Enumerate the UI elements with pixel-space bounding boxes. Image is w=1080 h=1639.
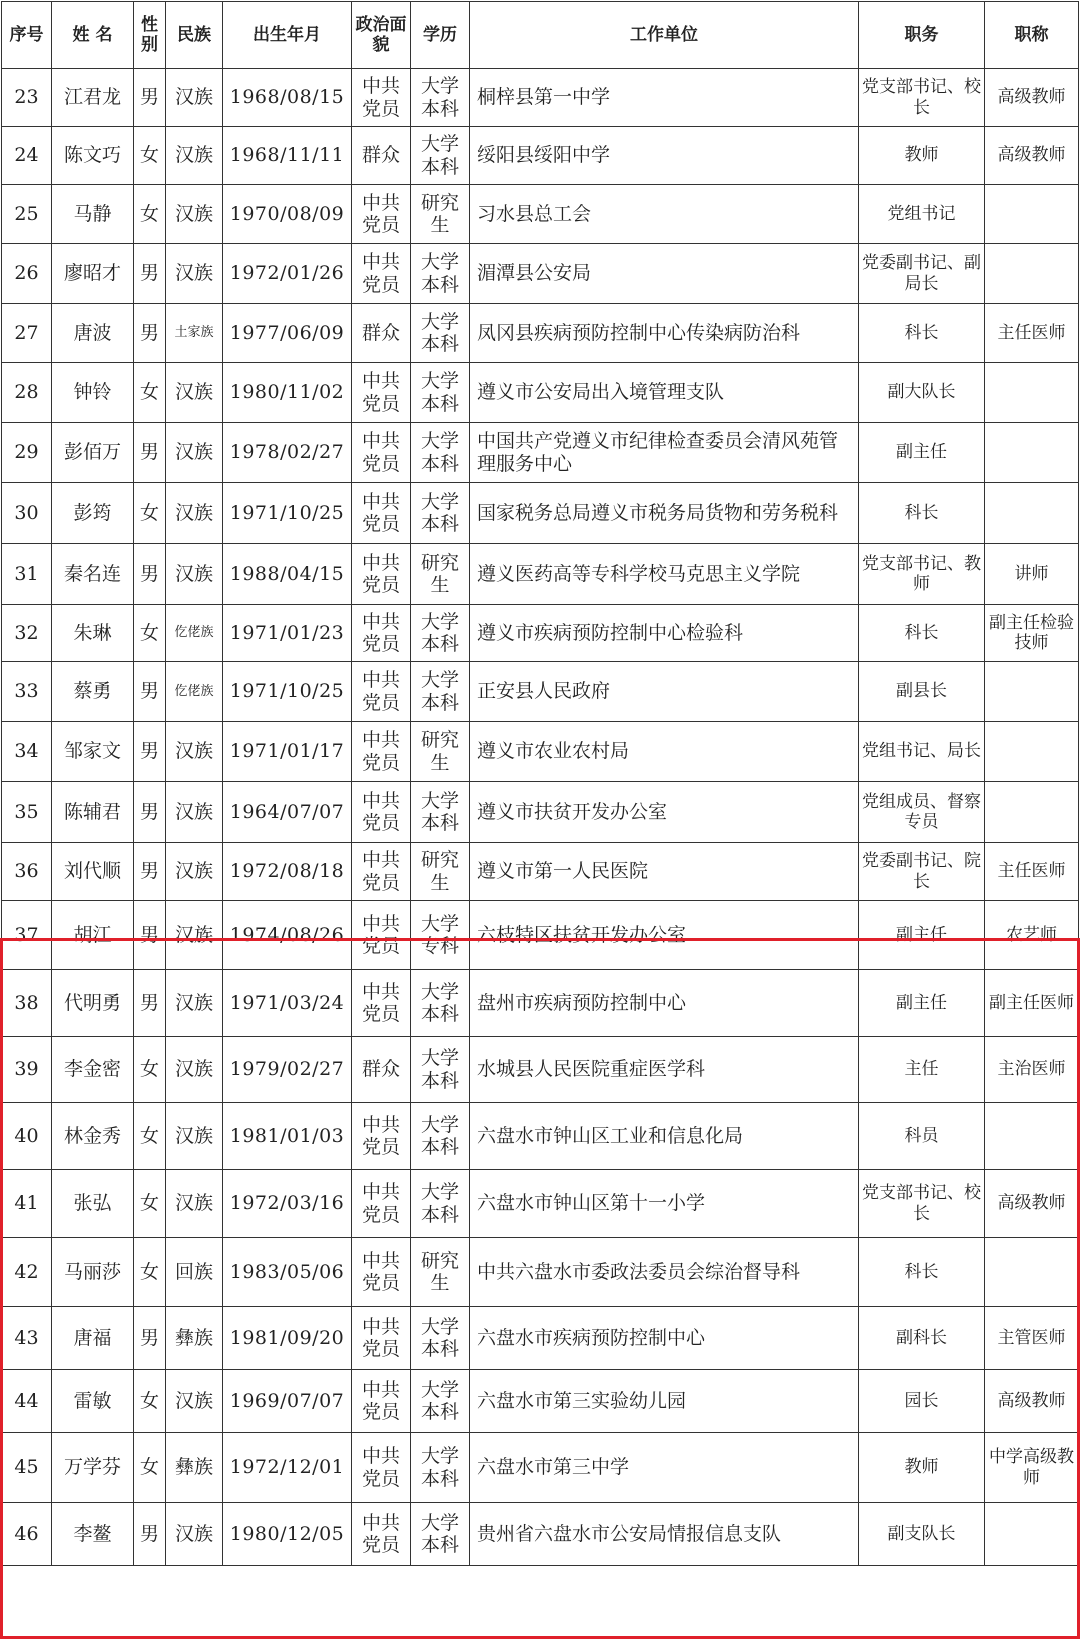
cell-name: 李鳌 [52,1503,134,1566]
header-name: 姓 名 [52,2,134,69]
cell-title [985,244,1079,304]
cell-gender: 女 [134,1170,166,1238]
cell-name: 马静 [52,185,134,244]
cell-birth: 1981/09/20 [223,1307,352,1370]
cell-gender: 女 [134,1433,166,1503]
cell-birth: 1981/01/03 [223,1103,352,1170]
cell-political: 中共党员 [352,1103,411,1170]
cell-position: 党委副书记、院长 [859,843,985,901]
cell-gender: 男 [134,244,166,304]
cell-position: 党组书记 [859,185,985,244]
table-row [2,483,1079,544]
cell-title: 主任医师 [985,843,1079,901]
header-education: 学历 [411,2,470,69]
cell-no: 42 [2,1238,52,1307]
cell-gender: 男 [134,1503,166,1566]
cell-ethnicity: 汉族 [166,843,223,901]
cell-title: 农艺师 [985,901,1079,970]
cell-gender: 女 [134,185,166,244]
cell-education: 大学本科 [411,662,470,722]
table-row [2,1037,1079,1103]
cell-ethnicity: 汉族 [166,1503,223,1566]
table-row [2,1103,1079,1170]
cell-political: 中共党员 [352,1238,411,1307]
cell-ethnicity: 汉族 [166,244,223,304]
cell-birth: 1971/03/24 [223,970,352,1037]
cell-political: 中共党员 [352,1503,411,1566]
cell-political: 中共党员 [352,901,411,970]
table-row [2,1433,1079,1503]
table-row [2,127,1079,185]
cell-position: 科员 [859,1103,985,1170]
cell-name: 秦名连 [52,544,134,605]
table-row [2,363,1079,423]
cell-title [985,722,1079,782]
cell-unit: 湄潭县公安局 [470,244,859,304]
cell-name: 彭筠 [52,483,134,544]
cell-unit: 遵义医药高等专科学校马克思主义学院 [470,544,859,605]
cell-political: 中共党员 [352,185,411,244]
cell-birth: 1980/11/02 [223,363,352,423]
cell-unit: 遵义市公安局出入境管理支队 [470,363,859,423]
cell-name: 钟铃 [52,363,134,423]
cell-name: 彭佰万 [52,423,134,483]
cell-political: 中共党员 [352,970,411,1037]
cell-ethnicity: 汉族 [166,782,223,843]
cell-no: 36 [2,843,52,901]
cell-birth: 1983/05/06 [223,1238,352,1307]
cell-gender: 女 [134,1370,166,1433]
cell-title: 高级教师 [985,69,1079,127]
cell-political: 中共党员 [352,363,411,423]
cell-unit: 六枝特区扶贫开发办公室 [470,901,859,970]
cell-unit: 六盘水市第三实验幼儿园 [470,1370,859,1433]
cell-no: 23 [2,69,52,127]
cell-education: 大学本科 [411,1370,470,1433]
cell-name: 马丽莎 [52,1238,134,1307]
cell-position: 副主任 [859,901,985,970]
cell-name: 李金密 [52,1037,134,1103]
cell-birth: 1971/01/23 [223,605,352,662]
cell-political: 中共党员 [352,244,411,304]
cell-education: 大学本科 [411,970,470,1037]
cell-title [985,483,1079,544]
cell-no: 37 [2,901,52,970]
cell-gender: 男 [134,722,166,782]
cell-unit: 桐梓县第一中学 [470,69,859,127]
table-row [2,662,1079,722]
cell-political: 中共党员 [352,782,411,843]
cell-no: 26 [2,244,52,304]
cell-political: 中共党员 [352,722,411,782]
cell-title [985,1503,1079,1566]
cell-gender: 女 [134,363,166,423]
cell-ethnicity: 汉族 [166,544,223,605]
cell-name: 张弘 [52,1170,134,1238]
cell-position: 副大队长 [859,363,985,423]
cell-title: 主管医师 [985,1307,1079,1370]
cell-position: 副主任 [859,423,985,483]
cell-birth: 1974/08/26 [223,901,352,970]
cell-title [985,423,1079,483]
cell-gender: 女 [134,1103,166,1170]
cell-title: 讲师 [985,544,1079,605]
personnel-table [1,1,1079,1566]
cell-political: 中共党员 [352,605,411,662]
cell-name: 雷敏 [52,1370,134,1433]
cell-birth: 1968/08/15 [223,69,352,127]
cell-political: 中共党员 [352,423,411,483]
cell-birth: 1988/04/15 [223,544,352,605]
cell-no: 43 [2,1307,52,1370]
table-row [2,423,1079,483]
cell-birth: 1977/06/09 [223,304,352,363]
table-body [2,69,1079,1566]
cell-birth: 1971/01/17 [223,722,352,782]
cell-education: 大学本科 [411,605,470,662]
cell-unit: 水城县人民医院重症医学科 [470,1037,859,1103]
cell-unit: 六盘水市钟山区第十一小学 [470,1170,859,1238]
cell-no: 40 [2,1103,52,1170]
cell-ethnicity: 汉族 [166,185,223,244]
cell-education: 大学本科 [411,69,470,127]
cell-political: 群众 [352,1037,411,1103]
cell-birth: 1979/02/27 [223,1037,352,1103]
cell-education: 大学专科 [411,901,470,970]
cell-position: 教师 [859,1433,985,1503]
cell-birth: 1972/03/16 [223,1170,352,1238]
cell-gender: 女 [134,1238,166,1307]
cell-education: 大学本科 [411,483,470,544]
cell-education: 研究生 [411,843,470,901]
cell-gender: 女 [134,605,166,662]
table-row [2,970,1079,1037]
cell-unit: 中国共产党遵义市纪律检查委员会清风苑管理服务中心 [470,423,859,483]
cell-ethnicity: 汉族 [166,1103,223,1170]
cell-name: 蔡勇 [52,662,134,722]
cell-ethnicity: 汉族 [166,423,223,483]
cell-gender: 男 [134,1307,166,1370]
cell-position: 科长 [859,1238,985,1307]
cell-gender: 男 [134,69,166,127]
cell-political: 中共党员 [352,1433,411,1503]
cell-title: 高级教师 [985,127,1079,185]
cell-position: 党委副书记、副局长 [859,244,985,304]
cell-ethnicity: 汉族 [166,127,223,185]
cell-title: 高级教师 [985,1170,1079,1238]
cell-name: 刘代顺 [52,843,134,901]
cell-education: 大学本科 [411,782,470,843]
cell-unit: 凤冈县疾病预防控制中心传染病防治科 [470,304,859,363]
cell-education: 大学本科 [411,1307,470,1370]
cell-gender: 男 [134,544,166,605]
cell-title [985,782,1079,843]
cell-ethnicity: 土家族 [166,304,223,363]
header-unit: 工作单位 [470,2,859,69]
cell-name: 邹家文 [52,722,134,782]
cell-position: 副支队长 [859,1503,985,1566]
cell-position: 党支部书记、教师 [859,544,985,605]
cell-no: 30 [2,483,52,544]
cell-title [985,1238,1079,1307]
cell-ethnicity: 汉族 [166,722,223,782]
cell-gender: 男 [134,843,166,901]
cell-birth: 1980/12/05 [223,1503,352,1566]
cell-unit: 遵义市农业农村局 [470,722,859,782]
header-no: 序号 [2,2,52,69]
cell-no: 31 [2,544,52,605]
header-political: 政治面貌 [352,2,411,69]
cell-political: 中共党员 [352,544,411,605]
cell-political: 中共党员 [352,483,411,544]
cell-unit: 习水县总工会 [470,185,859,244]
cell-name: 唐波 [52,304,134,363]
cell-name: 唐福 [52,1307,134,1370]
cell-title: 副主任检验技师 [985,605,1079,662]
cell-name: 万学芬 [52,1433,134,1503]
cell-ethnicity: 仡佬族 [166,605,223,662]
cell-name: 林金秀 [52,1103,134,1170]
cell-gender: 男 [134,423,166,483]
cell-unit: 国家税务总局遵义市税务局货物和劳务税科 [470,483,859,544]
cell-position: 党组书记、局长 [859,722,985,782]
cell-birth: 1970/08/09 [223,185,352,244]
cell-position: 党组成员、督察专员 [859,782,985,843]
header-gender: 性别 [134,2,166,69]
cell-unit: 遵义市疾病预防控制中心检验科 [470,605,859,662]
cell-no: 34 [2,722,52,782]
cell-political: 中共党员 [352,843,411,901]
cell-birth: 1972/12/01 [223,1433,352,1503]
cell-unit: 六盘水市第三中学 [470,1433,859,1503]
table-row [2,782,1079,843]
cell-birth: 1971/10/25 [223,662,352,722]
cell-no: 27 [2,304,52,363]
cell-position: 副科长 [859,1307,985,1370]
cell-no: 35 [2,782,52,843]
header-position: 职务 [859,2,985,69]
cell-education: 大学本科 [411,127,470,185]
table-row [2,1238,1079,1307]
cell-position: 科长 [859,605,985,662]
cell-title: 主治医师 [985,1037,1079,1103]
cell-title [985,662,1079,722]
cell-birth: 1972/01/26 [223,244,352,304]
cell-unit: 遵义市扶贫开发办公室 [470,782,859,843]
cell-title [985,363,1079,423]
cell-unit: 六盘水市钟山区工业和信息化局 [470,1103,859,1170]
table-row [2,843,1079,901]
cell-position: 副主任 [859,970,985,1037]
cell-gender: 男 [134,662,166,722]
header-row [2,2,1079,69]
cell-ethnicity: 汉族 [166,970,223,1037]
cell-gender: 男 [134,901,166,970]
cell-title: 中学高级教师 [985,1433,1079,1503]
cell-political: 群众 [352,304,411,363]
cell-education: 大学本科 [411,363,470,423]
cell-no: 29 [2,423,52,483]
cell-political: 中共党员 [352,662,411,722]
cell-name: 江君龙 [52,69,134,127]
cell-ethnicity: 汉族 [166,363,223,423]
cell-unit: 中共六盘水市委政法委员会综治督导科 [470,1238,859,1307]
cell-education: 研究生 [411,1238,470,1307]
cell-name: 陈辅君 [52,782,134,843]
cell-education: 大学本科 [411,1103,470,1170]
cell-position: 教师 [859,127,985,185]
cell-title: 高级教师 [985,1370,1079,1433]
cell-education: 大学本科 [411,1433,470,1503]
cell-name: 廖昭才 [52,244,134,304]
cell-education: 大学本科 [411,1503,470,1566]
cell-name: 胡江 [52,901,134,970]
cell-no: 28 [2,363,52,423]
table-row [2,185,1079,244]
table-row [2,544,1079,605]
cell-birth: 1978/02/27 [223,423,352,483]
cell-ethnicity: 彝族 [166,1307,223,1370]
table-row [2,1307,1079,1370]
table-row [2,69,1079,127]
cell-birth: 1969/07/07 [223,1370,352,1433]
cell-gender: 男 [134,970,166,1037]
cell-ethnicity: 汉族 [166,1170,223,1238]
cell-unit: 贵州省六盘水市公安局情报信息支队 [470,1503,859,1566]
cell-political: 中共党员 [352,1170,411,1238]
cell-education: 研究生 [411,544,470,605]
cell-ethnicity: 汉族 [166,69,223,127]
cell-name: 朱琳 [52,605,134,662]
cell-political: 中共党员 [352,1370,411,1433]
cell-name: 代明勇 [52,970,134,1037]
cell-unit: 六盘水市疾病预防控制中心 [470,1307,859,1370]
cell-political: 群众 [352,127,411,185]
header-ethnicity: 民族 [166,2,223,69]
cell-ethnicity: 汉族 [166,1037,223,1103]
cell-no: 25 [2,185,52,244]
cell-unit: 盘州市疾病预防控制中心 [470,970,859,1037]
cell-position: 副县长 [859,662,985,722]
cell-education: 研究生 [411,722,470,782]
cell-gender: 男 [134,304,166,363]
cell-ethnicity: 彝族 [166,1433,223,1503]
table-row [2,304,1079,363]
table-row [2,901,1079,970]
table-row [2,1503,1079,1566]
cell-birth: 1964/07/07 [223,782,352,843]
cell-no: 24 [2,127,52,185]
cell-position: 党支部书记、校长 [859,1170,985,1238]
cell-title: 主任医师 [985,304,1079,363]
cell-no: 39 [2,1037,52,1103]
cell-education: 研究生 [411,185,470,244]
header-title: 职称 [985,2,1079,69]
cell-education: 大学本科 [411,244,470,304]
cell-position: 主任 [859,1037,985,1103]
table-row [2,605,1079,662]
cell-gender: 女 [134,483,166,544]
cell-education: 大学本科 [411,1170,470,1238]
cell-unit: 绥阳县绥阳中学 [470,127,859,185]
cell-gender: 女 [134,1037,166,1103]
cell-political: 中共党员 [352,69,411,127]
cell-ethnicity: 汉族 [166,483,223,544]
cell-birth: 1968/11/11 [223,127,352,185]
table-row [2,244,1079,304]
cell-no: 38 [2,970,52,1037]
cell-no: 46 [2,1503,52,1566]
cell-unit: 正安县人民政府 [470,662,859,722]
cell-ethnicity: 回族 [166,1238,223,1307]
cell-ethnicity: 汉族 [166,901,223,970]
cell-position: 党支部书记、校长 [859,69,985,127]
cell-position: 科长 [859,304,985,363]
cell-education: 大学本科 [411,1037,470,1103]
cell-political: 中共党员 [352,1307,411,1370]
cell-position: 科长 [859,483,985,544]
cell-no: 45 [2,1433,52,1503]
cell-gender: 女 [134,127,166,185]
cell-gender: 男 [134,782,166,843]
cell-no: 33 [2,662,52,722]
cell-title: 副主任医师 [985,970,1079,1037]
cell-no: 32 [2,605,52,662]
cell-name: 陈文巧 [52,127,134,185]
cell-no: 44 [2,1370,52,1433]
cell-ethnicity: 汉族 [166,1370,223,1433]
table-row [2,722,1079,782]
cell-education: 大学本科 [411,423,470,483]
table-row [2,1170,1079,1238]
cell-no: 41 [2,1170,52,1238]
table-row [2,1370,1079,1433]
cell-unit: 遵义市第一人民医院 [470,843,859,901]
cell-position: 园长 [859,1370,985,1433]
cell-title [985,1103,1079,1170]
cell-ethnicity: 仡佬族 [166,662,223,722]
cell-birth: 1972/08/18 [223,843,352,901]
cell-title [985,185,1079,244]
cell-birth: 1971/10/25 [223,483,352,544]
header-birth: 出生年月 [223,2,352,69]
cell-education: 大学本科 [411,304,470,363]
